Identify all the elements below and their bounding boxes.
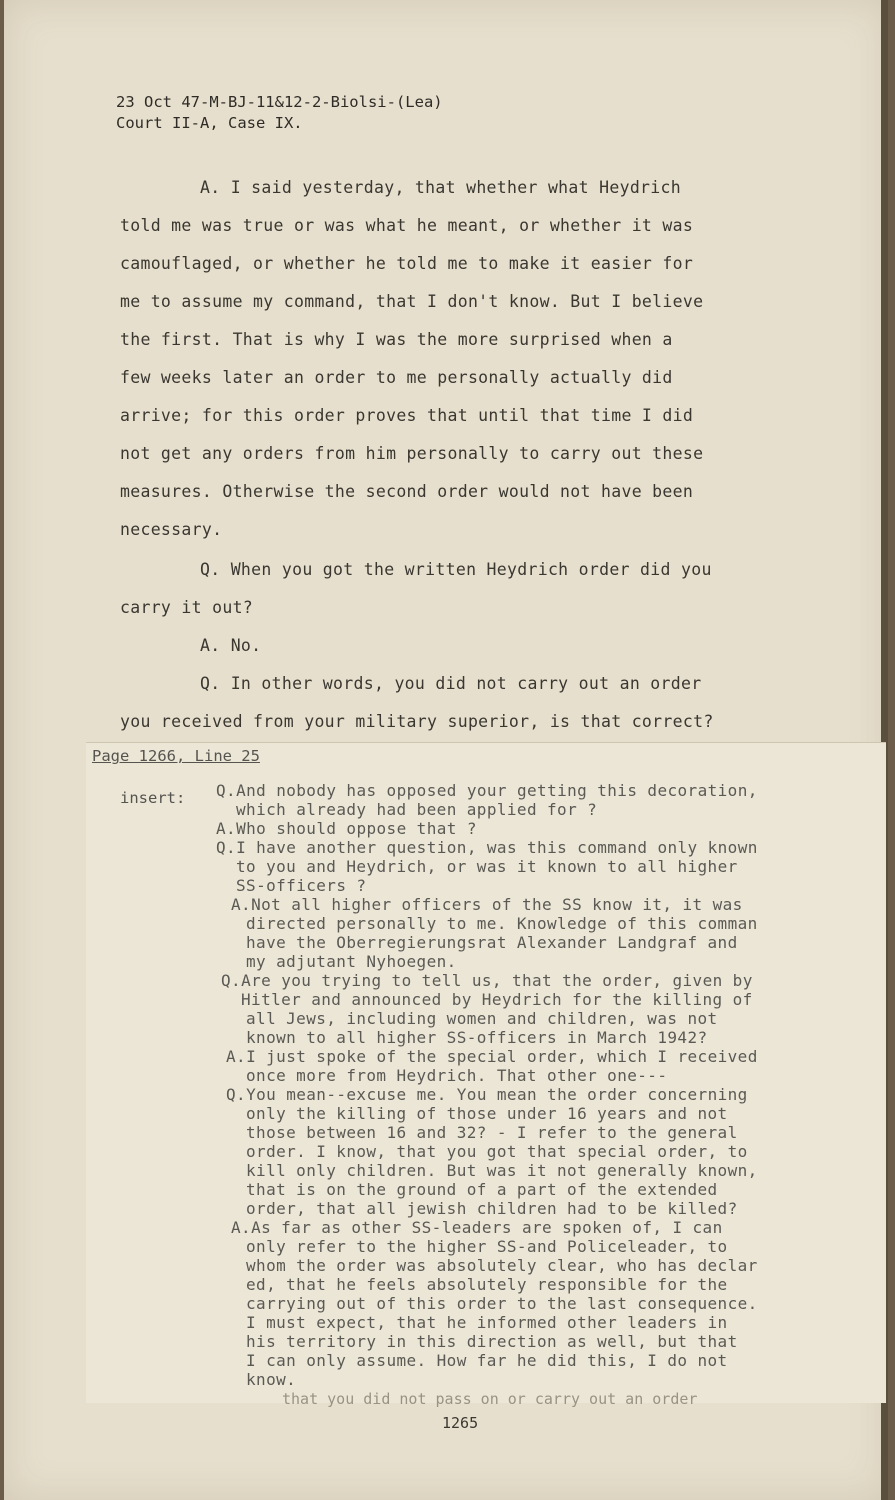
insert-line: Hitler and announced by Heydrich for the killing of [241,990,753,1009]
insert-line: order, that all jewish children had to be killed? [246,1199,738,1218]
insert-line: Q.And nobody has opposed your getting this decoration, [216,781,758,800]
insert-line: carrying out of this order to the last consequence. [246,1294,758,1313]
insert-line: order. I know, that you got that special order, to [246,1142,748,1161]
insert-line: all Jews, including women and children, was not [246,1009,718,1028]
insert-line: to you and Heydrich, or was it known to all higher [236,857,738,876]
body-line: A. I said yesterday, that whether what Heydrich [200,178,681,197]
insert-line: only refer to the higher SS-and Policeleader, to [246,1237,728,1256]
insert-line: I can only assume. How far he did this, I do not [246,1351,728,1370]
insert-line: A.As far as other SS-leaders are spoken of, I can [231,1218,723,1237]
body-line: arrive; for this order proves that until that time I did [120,406,694,425]
body-line: me to assume my command, that I don't know. But I believe [120,292,704,311]
insert-line: A.Who should oppose that ? [216,819,477,838]
pasted-insert-slip [86,742,886,1403]
insert-line: Q.You mean--excuse me. You mean the order concerning [226,1085,748,1104]
page-number: 1265 [442,1414,479,1432]
insert-line: those between 16 and 32? - I refer to the general [246,1123,738,1142]
body-line: carry it out? [120,598,254,617]
insert-line: Q.Are you trying to tell us, that the order, given by [221,971,753,990]
header-line-2: Court II-A, Case IX. [116,114,303,132]
insert-line: A.Not all higher officers of the SS know it, it was [231,895,743,914]
document-page [4,0,888,1500]
insert-line: which already had been applied for ? [236,800,598,819]
body-line: Q. When you got the written Heydrich order did you [200,560,712,579]
insert-line: only the killing of those under 16 years and not [246,1104,728,1123]
insert-line: known to all higher SS-officers in March 1942? [246,1028,708,1047]
insert-line: A.I just spoke of the special order, which I received [226,1047,758,1066]
insert-line: I must expect, that he informed other leaders in [246,1313,728,1332]
header-line-1: 23 Oct 47-M-BJ-11&12-2-Biolsi-(Lea) [116,93,443,111]
insert-line: directed personally to me. Knowledge of this comman [246,914,758,933]
insert-line: SS-officers ? [236,876,367,895]
insert-line: have the Oberregierungsrat Alexander Landgraf and [246,933,738,952]
insert-line: once more from Heydrich. That other one--- [246,1066,668,1085]
insert-reference: Page 1266, Line 25 [92,747,260,765]
body-line: not get any orders from him personally to carry out these [120,444,704,463]
insert-line: know. [246,1370,297,1389]
insert-line: that is on the ground of a part of the extended [246,1180,718,1199]
body-line: Q. In other words, you did not carry out an order [200,674,702,693]
body-line: the first. That is why I was the more surprised when a [120,330,673,349]
body-line: you received from your military superior, is that correct? [120,712,714,731]
insert-label: insert: [120,789,186,807]
insert-line: my adjutant Nyhoegen. [246,952,457,971]
body-line: camouflaged, or whether he told me to make it easier for [120,254,694,273]
body-line: told me was true or was what he meant, or whether it was [120,216,694,235]
bleed-through-text: that you did not pass on or carry out an order [282,1390,698,1408]
body-line: A. No. [200,636,262,655]
body-line: measures. Otherwise the second order would not have been [120,482,694,501]
insert-line: his territory in this direction as well, but that [246,1332,738,1351]
transcript-header [116,92,443,134]
body-line: necessary. [120,520,223,539]
insert-line: whom the order was absolutely clear, who has declar [246,1256,758,1275]
insert-line: ed, that he feels absolutely responsible for the [246,1275,728,1294]
insert-line: kill only children. But was it not generally known, [246,1161,758,1180]
insert-line: Q.I have another question, was this command only known [216,838,758,857]
body-line: few weeks later an order to me personally actually did [120,368,673,387]
